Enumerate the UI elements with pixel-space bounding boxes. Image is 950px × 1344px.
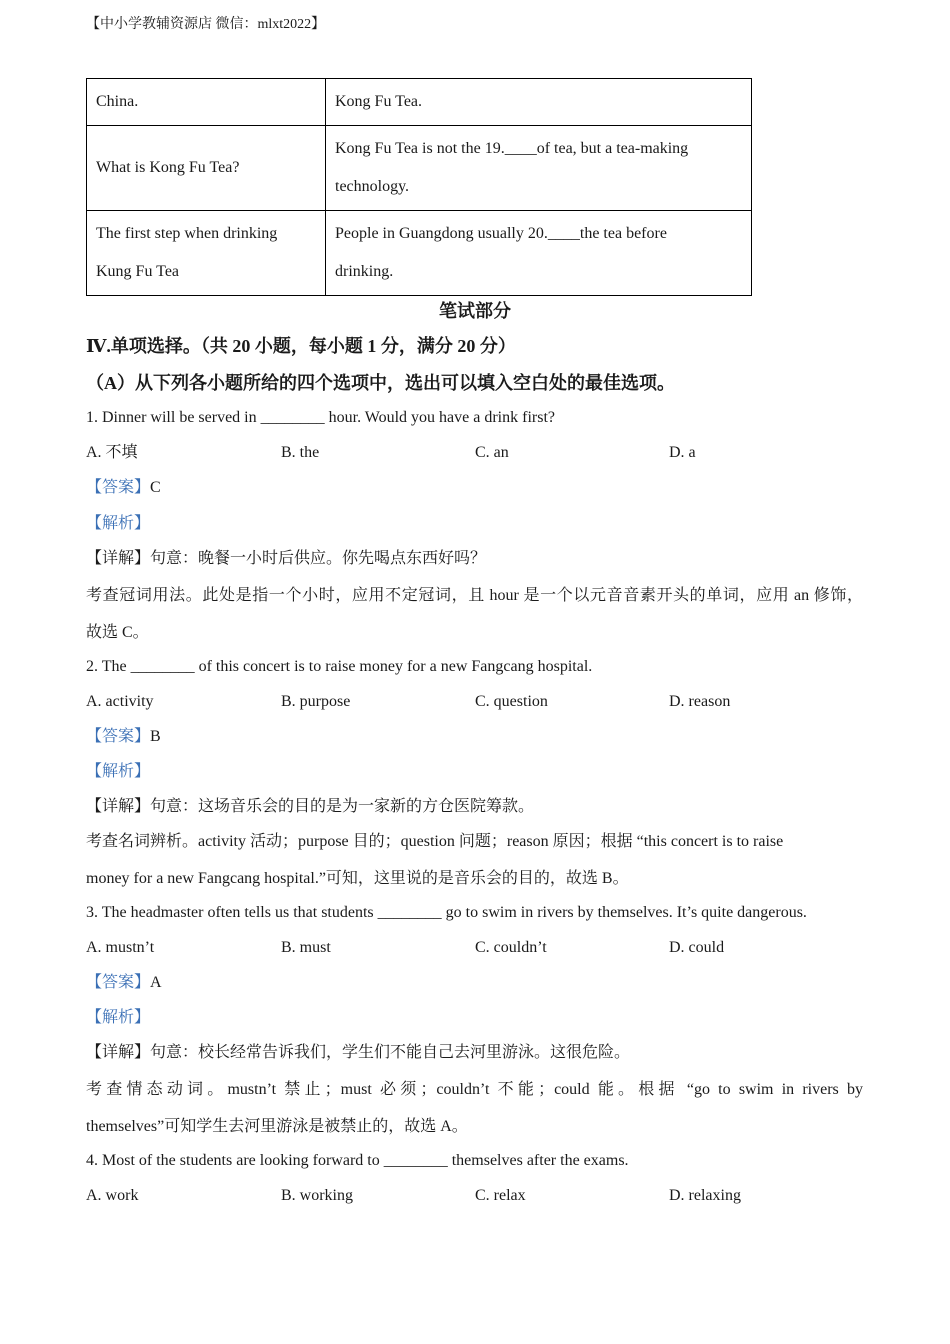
cell-text: People in Guangdong usually 20.____the tea before (335, 225, 667, 242)
explanation: money for a new Fangcang hospital.”可知，这里说的是音乐会的目的，故选 B。 (86, 870, 629, 887)
section-title: 笔试部分 (439, 301, 511, 321)
info-table (86, 78, 752, 296)
option: B. must (281, 939, 331, 956)
detail-text: 句意：校长经常告诉我们，学生们不能自己去河里游泳。这很危险。 (150, 1044, 631, 1061)
answer-line (86, 726, 161, 748)
detail-line (86, 1042, 630, 1064)
detail-label: 【详解】 (86, 798, 151, 815)
table-row (87, 211, 752, 296)
option: A. 不填 (86, 444, 138, 461)
detail-label: 【详解】 (86, 1044, 151, 1061)
answer-label: 【答案】 (86, 728, 151, 745)
question-stem: 3. The headmaster often tells us that students ________ go to swim in rivers by themselves. It’s quite dangerous. (86, 904, 807, 921)
table-cell (326, 211, 752, 296)
answer-line (86, 477, 161, 499)
option: B. working (281, 1187, 353, 1204)
answer-value: B (150, 728, 161, 745)
table-row (87, 126, 752, 211)
answer-value: C (150, 479, 161, 496)
option: C. couldn’t (475, 939, 547, 956)
detail-text: 句意：这场音乐会的目的是为一家新的方仓医院筹款。 (150, 798, 535, 815)
explanation: 考查名词辨析。activity 活动；purpose 目的；question 问题；reason 原因；根据 “this concert is to raise (86, 833, 784, 850)
question-stem: 1. Dinner will be served in ________ hour. Would you have a drink first? (86, 409, 555, 426)
explanation: 考查情态动词。mustn’t 禁止；must 必须；couldn’t 不能；could 能。根据 “go to swim in rivers by (86, 1081, 863, 1098)
option: B. purpose (281, 693, 351, 710)
analysis-label: 【解析】 (86, 515, 151, 532)
detail-text: 句意：晚餐一小时后供应。你先喝点东西好吗？ (150, 550, 487, 567)
option: C. an (475, 444, 509, 461)
option: A. mustn’t (86, 939, 155, 956)
cell-text: Kung Fu Tea (96, 263, 180, 280)
cell-text: drinking. (335, 263, 394, 280)
answer-line (86, 972, 162, 994)
option: D. reason (669, 693, 731, 710)
explanation: themselves”可知学生去河里游泳是被禁止的，故选 A。 (86, 1118, 468, 1135)
option: B. the (281, 444, 320, 461)
table-cell (87, 126, 326, 211)
option: D. relaxing (669, 1187, 741, 1204)
part-title: Ⅳ.单项选择。（共 20 小题，每小题 1 分，满分 20 分） (86, 336, 516, 356)
option: A. activity (86, 693, 154, 710)
cell-text: Kong Fu Tea. (335, 93, 423, 110)
table-cell (326, 79, 752, 126)
explanation: 故选 C。 (86, 624, 149, 641)
question-stem: 4. Most of the students are looking forward to ________ themselves after the exams. (86, 1152, 629, 1169)
answer-label: 【答案】 (86, 479, 151, 496)
table-row (87, 79, 752, 126)
option: C. relax (475, 1187, 526, 1204)
answer-value: A (150, 974, 162, 991)
option: D. a (669, 444, 696, 461)
cell-text: Kong Fu Tea is not the 19.____of tea, but a tea-making (335, 140, 689, 157)
analysis-label: 【解析】 (86, 763, 151, 780)
detail-line (86, 796, 534, 818)
option: A. work (86, 1187, 139, 1204)
cell-text: What is Kong Fu Tea? (96, 159, 240, 176)
table-cell (87, 211, 326, 296)
option: C. question (475, 693, 548, 710)
analysis-label: 【解析】 (86, 1009, 151, 1026)
question-stem: 2. The ________ of this concert is to raise money for a new Fangcang hospital. (86, 658, 593, 675)
detail-line (86, 548, 486, 570)
sub-title: （A）从下列各小题所给的四个选项中，选出可以填入空白处的最佳选项。 (86, 373, 675, 393)
cell-text: The first step when drinking (96, 225, 278, 242)
option: D. could (669, 939, 725, 956)
table-cell (326, 126, 752, 211)
cell-text: technology. (335, 178, 410, 195)
page-header: 【中小学教辅资源店 微信：mlxt2022】 (86, 17, 326, 32)
detail-label: 【详解】 (86, 550, 151, 567)
answer-label: 【答案】 (86, 974, 151, 991)
explanation: 考查冠词用法。此处是指一个小时，应用不定冠词，且 hour 是一个以元音音素开头的单词，应用 an 修饰， (86, 587, 863, 604)
table-cell (87, 79, 326, 126)
cell-text: China. (96, 93, 139, 110)
